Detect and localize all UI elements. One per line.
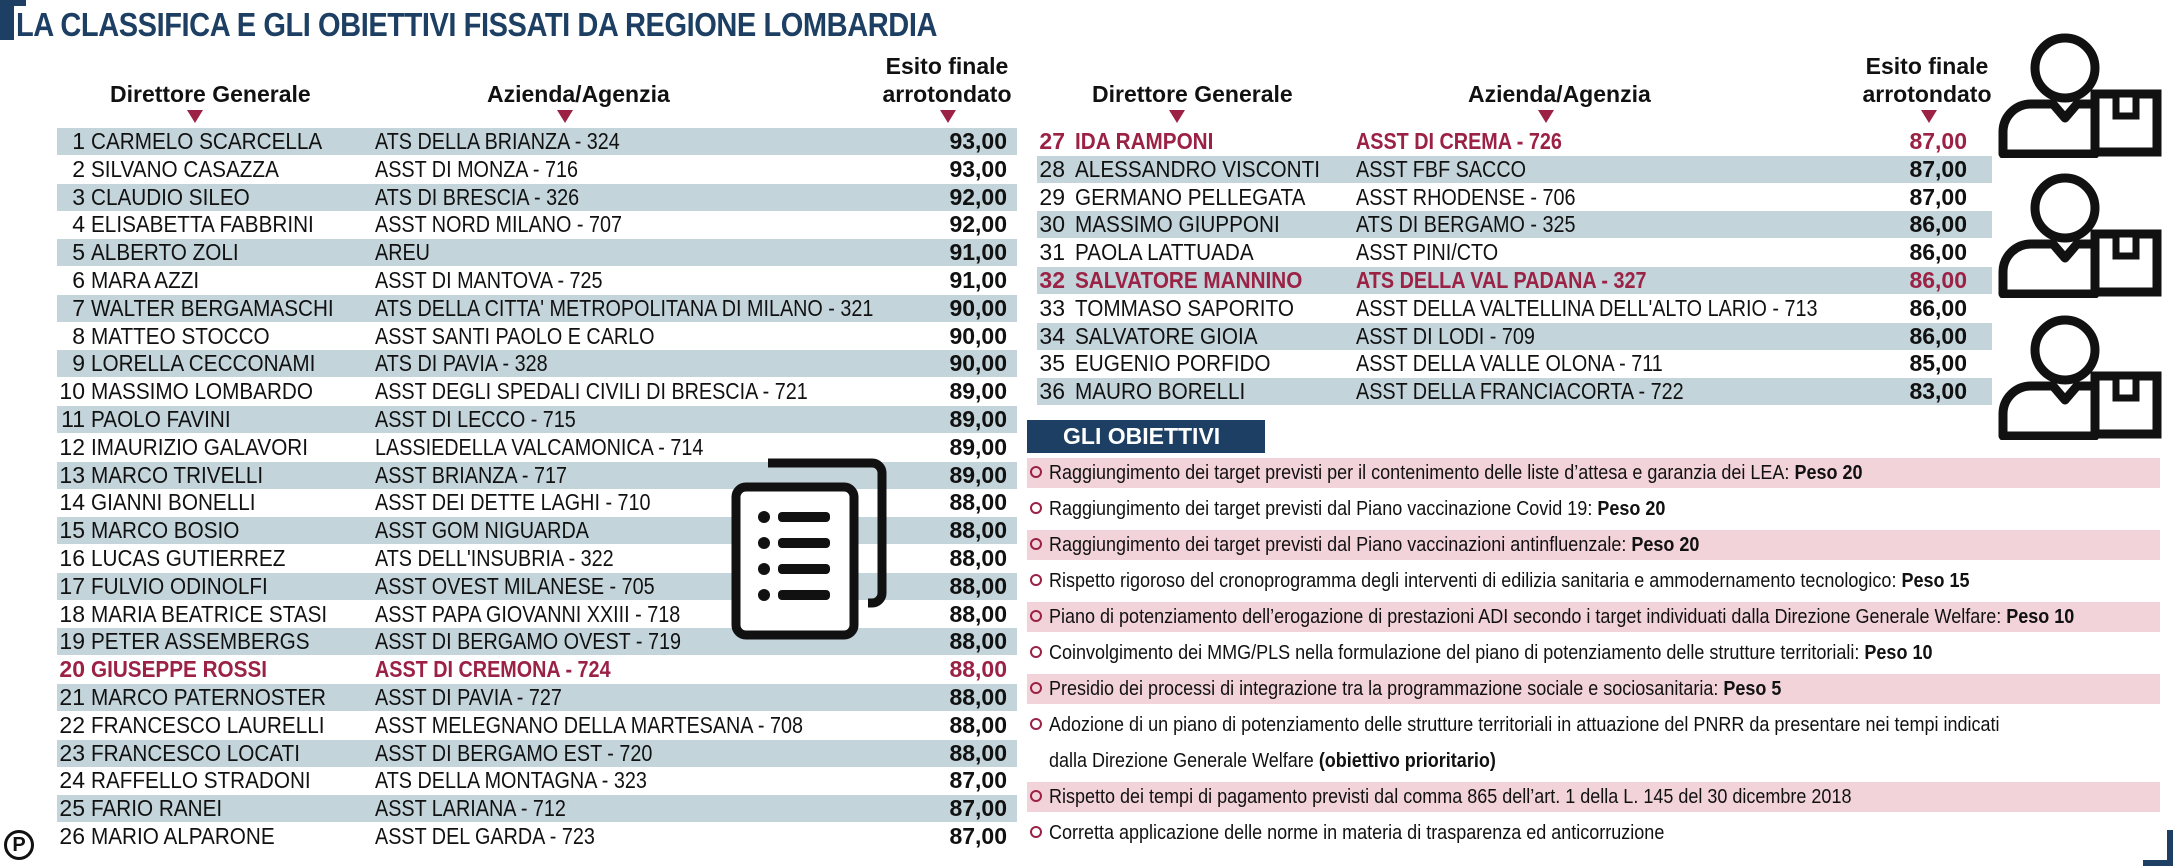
header-score bbox=[882, 52, 1012, 108]
table-row bbox=[1037, 184, 1992, 211]
bullet-circle-icon bbox=[1030, 646, 1042, 658]
score-value: 87,00 bbox=[1909, 183, 1967, 210]
table-row bbox=[1037, 295, 1992, 322]
director-name: CLAUDIO SILEO bbox=[91, 183, 250, 210]
objective-text bbox=[1049, 710, 2000, 776]
header-director: Direttore Generale bbox=[1092, 81, 1293, 107]
director-name: SALVATORE GIOIA bbox=[1075, 322, 1258, 349]
objective-item bbox=[1027, 710, 2160, 776]
table-row bbox=[57, 350, 1017, 377]
score-value: 86,00 bbox=[1909, 267, 1967, 293]
score-value: 87,00 bbox=[949, 767, 1007, 794]
agency-name: ASST RHODENSE - 706 bbox=[1356, 183, 1576, 210]
agency-name: ASST DEI DETTE LAGHI - 710 bbox=[375, 489, 651, 516]
director-name: IMAURIZIO GALAVORI bbox=[91, 433, 308, 460]
agency-name: ASST DEL GARDA - 723 bbox=[375, 823, 595, 849]
score-value: 93,00 bbox=[949, 128, 1007, 154]
table-row bbox=[57, 239, 1017, 266]
director-name: WALTER BERGAMASCHI bbox=[91, 294, 334, 321]
table-row bbox=[1037, 128, 1992, 155]
objectives-heading: GLI OBIETTIVI bbox=[1027, 420, 1265, 453]
director-name: PETER ASSEMBERGS bbox=[91, 628, 310, 655]
director-name: LORELLA CECCONAMI bbox=[91, 350, 316, 377]
score-value: 87,00 bbox=[1909, 155, 1967, 182]
score-value: 88,00 bbox=[949, 656, 1007, 683]
director-name: FULVIO ODINOLFI bbox=[91, 572, 268, 599]
table-row bbox=[57, 406, 1017, 433]
score-value: 86,00 bbox=[1909, 322, 1967, 349]
objective-weight: (obiettivo prioritario) bbox=[1318, 750, 1496, 772]
rank-number: 15 bbox=[59, 517, 85, 544]
director-name: IDA RAMPONI bbox=[1075, 128, 1214, 154]
objective-text: Raggiungimento dei target previsti dal Piano vaccinazioni antinfluenzale: Peso 20 bbox=[1049, 534, 1700, 556]
table-row bbox=[1037, 378, 1992, 405]
agency-name: ATS DI PAVIA - 328 bbox=[375, 350, 548, 377]
agency-name: ASST LARIANA - 712 bbox=[375, 795, 566, 822]
director-name: CARMELO SCARCELLA bbox=[91, 128, 323, 154]
score-value: 88,00 bbox=[949, 572, 1007, 599]
rank-number: 18 bbox=[59, 600, 85, 627]
score-value: 90,00 bbox=[949, 350, 1007, 377]
objective-item bbox=[1027, 638, 2160, 668]
bullet-circle-icon bbox=[1030, 502, 1042, 514]
rank-number: 36 bbox=[1039, 378, 1065, 405]
document-list-icon bbox=[730, 455, 888, 640]
objective-weight: Peso 20 bbox=[1597, 498, 1666, 520]
agency-name: ASST DELLA VALTELLINA DELL'ALTO LARIO - 713 bbox=[1356, 294, 1818, 321]
rank-number: 8 bbox=[72, 322, 85, 349]
rank-number: 34 bbox=[1039, 322, 1065, 349]
score-value: 83,00 bbox=[1909, 378, 1967, 405]
director-name: GERMANO PELLEGATA bbox=[1075, 183, 1306, 210]
objective-text: Coinvolgimento dei MMG/PLS nella formulazione del piano di potenziamento delle strutture territoriali: Peso 10 bbox=[1049, 642, 1933, 664]
director-name: RAFFELLO STRADONI bbox=[91, 767, 311, 794]
agency-name: LASSIEDELLA VALCAMONICA - 714 bbox=[375, 433, 704, 460]
corner-accent bbox=[0, 0, 14, 40]
table-row bbox=[57, 211, 1017, 238]
rank-number: 33 bbox=[1039, 294, 1065, 321]
bullet-circle-icon bbox=[1030, 682, 1042, 694]
score-value: 88,00 bbox=[949, 545, 1007, 571]
table-row bbox=[1037, 350, 1992, 377]
objective-text: Corretta applicazione delle norme in materia di trasparenza ed anticorruzione bbox=[1049, 822, 1665, 844]
director-name: SALVATORE MANNINO bbox=[1075, 267, 1303, 293]
bullet-circle-icon bbox=[1030, 574, 1042, 586]
score-value: 90,00 bbox=[949, 322, 1007, 349]
score-value: 88,00 bbox=[949, 628, 1007, 655]
agency-name: ASST DELLA VALLE OLONA - 711 bbox=[1356, 350, 1663, 377]
agency-name: ASST DI BERGAMO OVEST - 719 bbox=[375, 628, 681, 655]
score-value: 91,00 bbox=[949, 239, 1007, 266]
score-value: 88,00 bbox=[949, 739, 1007, 766]
person-with-box-icon bbox=[1995, 170, 2170, 298]
rank-number: 29 bbox=[1039, 183, 1065, 210]
table-row bbox=[1037, 323, 1992, 350]
agency-name: ASST DI CREMONA - 724 bbox=[375, 656, 611, 683]
objective-item bbox=[1027, 530, 2160, 560]
score-value: 88,00 bbox=[949, 684, 1007, 710]
score-value: 86,00 bbox=[1909, 239, 1967, 266]
rank-number: 22 bbox=[59, 711, 85, 738]
agency-name: ASST SANTI PAOLO E CARLO bbox=[375, 322, 655, 349]
agency-name: ATS DI BERGAMO - 325 bbox=[1356, 211, 1576, 238]
score-value: 87,00 bbox=[949, 795, 1007, 822]
director-name: LUCAS GUTIERREZ bbox=[91, 545, 286, 571]
rank-number: 2 bbox=[72, 155, 85, 182]
agency-name: ASST GOM NIGUARDA bbox=[375, 517, 589, 544]
table-row bbox=[1037, 156, 1992, 183]
agency-name: ASST DI CREMA - 726 bbox=[1356, 128, 1562, 154]
sort-arrow-icon bbox=[187, 110, 203, 123]
objective-item bbox=[1027, 458, 2160, 488]
table-row bbox=[1037, 267, 1992, 294]
rank-number: 17 bbox=[59, 572, 85, 599]
director-name: MARA AZZI bbox=[91, 267, 200, 293]
rank-number: 30 bbox=[1039, 211, 1065, 238]
bullet-circle-icon bbox=[1030, 790, 1042, 802]
score-value: 88,00 bbox=[949, 517, 1007, 544]
agency-name: ASST DI PAVIA - 727 bbox=[375, 684, 562, 710]
agency-name: ATS DELLA CITTA' METROPOLITANA DI MILANO - 321 bbox=[375, 294, 874, 321]
score-value: 88,00 bbox=[949, 489, 1007, 516]
agency-name: ASST NORD MILANO - 707 bbox=[375, 211, 622, 238]
objective-text: Raggiungimento dei target previsti dal Piano vaccinazione Covid 19: Peso 20 bbox=[1049, 498, 1666, 520]
bullet-circle-icon bbox=[1030, 718, 1042, 730]
score-value: 89,00 bbox=[949, 406, 1007, 432]
table-row bbox=[57, 823, 1017, 850]
corner-accent bbox=[2167, 830, 2173, 866]
agency-name: ATS DELL'INSUBRIA - 322 bbox=[375, 545, 614, 571]
score-value: 93,00 bbox=[949, 155, 1007, 182]
sort-arrow-icon bbox=[1921, 110, 1937, 123]
rank-number: 27 bbox=[1039, 128, 1065, 154]
rank-number: 13 bbox=[59, 461, 85, 488]
director-name: MARIA BEATRICE STASI bbox=[91, 600, 328, 627]
score-value: 86,00 bbox=[1909, 211, 1967, 238]
agency-name: ATS DELLA MONTAGNA - 323 bbox=[375, 767, 647, 794]
rank-number: 7 bbox=[72, 294, 85, 321]
table-row bbox=[57, 684, 1017, 711]
rank-number: 32 bbox=[1039, 267, 1065, 293]
table-row bbox=[57, 295, 1017, 322]
objective-weight: Peso 5 bbox=[1723, 678, 1782, 700]
objective-item bbox=[1027, 566, 2160, 596]
objective-weight: Peso 20 bbox=[1794, 462, 1863, 484]
rank-number: 25 bbox=[59, 795, 85, 822]
header-score-line1: Esito finale bbox=[1865, 53, 1989, 79]
objective-item bbox=[1027, 494, 2160, 524]
agency-name: ASST DI LODI - 709 bbox=[1356, 322, 1535, 349]
agency-name: ASST DI MONZA - 716 bbox=[375, 155, 578, 182]
objective-item bbox=[1027, 674, 2160, 704]
rank-number: 31 bbox=[1039, 239, 1065, 266]
director-name: EUGENIO PORFIDO bbox=[1075, 350, 1271, 377]
sort-arrow-icon bbox=[1538, 110, 1554, 123]
rank-number: 24 bbox=[59, 767, 85, 794]
score-value: 89,00 bbox=[949, 461, 1007, 488]
director-name: SILVANO CASAZZA bbox=[91, 155, 279, 182]
table-row bbox=[57, 656, 1017, 683]
score-value: 88,00 bbox=[949, 600, 1007, 627]
rank-number: 19 bbox=[59, 628, 85, 655]
director-name: MARCO PATERNOSTER bbox=[91, 684, 326, 710]
agency-name: ASST PINI/CTO bbox=[1356, 239, 1499, 266]
score-value: 87,00 bbox=[949, 823, 1007, 849]
objective-text: Raggiungimento dei target previsti per il contenimento delle liste d’attesa e garanzia dei LEA: Peso 20 bbox=[1049, 462, 1863, 484]
agency-name: ATS DELLA BRIANZA - 324 bbox=[375, 128, 620, 154]
rank-number: 14 bbox=[59, 489, 85, 516]
score-value: 92,00 bbox=[949, 211, 1007, 238]
director-name: GIANNI BONELLI bbox=[91, 489, 256, 516]
rank-number: 20 bbox=[59, 656, 85, 683]
agency-name: ATS DI BRESCIA - 326 bbox=[375, 183, 580, 210]
agency-name: ASST DELLA FRANCIACORTA - 722 bbox=[1356, 378, 1684, 405]
rank-number: 23 bbox=[59, 739, 85, 766]
page-title: LA CLASSIFICA E GLI OBIETTIVI FISSATI DA REGIONE LOMBARDIA bbox=[16, 6, 937, 43]
agency-name: AREU bbox=[375, 239, 430, 266]
objective-text: Piano di potenziamento dell’erogazione di prestazioni ADI secondo i target individuati dalla Direzione Generale Welfare: Peso 10 bbox=[1049, 606, 2075, 628]
header-score-line2: arrotondato bbox=[882, 81, 1012, 107]
score-value: 92,00 bbox=[949, 183, 1007, 210]
table-row bbox=[57, 323, 1017, 350]
agency-name: ATS DELLA VAL PADANA - 327 bbox=[1356, 267, 1647, 293]
director-name: PAOLA LATTUADA bbox=[1075, 239, 1254, 266]
bullet-circle-icon bbox=[1030, 466, 1042, 478]
director-name: FRANCESCO LOCATI bbox=[91, 739, 300, 766]
agency-name: ASST DEGLI SPEDALI CIVILI DI BRESCIA - 721 bbox=[375, 378, 808, 405]
rank-number: 10 bbox=[59, 378, 85, 405]
objective-text-line: dalla Direzione Generale Welfare (obiettivo prioritario) bbox=[1049, 750, 1496, 772]
director-name: TOMMASO SAPORITO bbox=[1075, 294, 1294, 321]
table-row bbox=[57, 712, 1017, 739]
director-name: ALBERTO ZOLI bbox=[91, 239, 239, 266]
score-value: 90,00 bbox=[949, 294, 1007, 321]
rank-number: 12 bbox=[59, 433, 85, 460]
bullet-circle-icon bbox=[1030, 826, 1042, 838]
score-value: 87,00 bbox=[1909, 128, 1967, 154]
score-value: 91,00 bbox=[949, 267, 1007, 293]
sort-arrow-icon bbox=[557, 110, 573, 123]
sort-arrow-icon bbox=[940, 110, 956, 123]
table-row bbox=[57, 184, 1017, 211]
objective-text-line: Adozione di un piano di potenziamento delle strutture territoriali in attuazione del PNRR da presentare nei tempi indicati bbox=[1049, 714, 2000, 736]
agency-name: ASST PAPA GIOVANNI XXIII - 718 bbox=[375, 600, 681, 627]
objective-weight: Peso 10 bbox=[2006, 606, 2075, 628]
director-name: FARIO RANEI bbox=[91, 795, 223, 822]
table-row bbox=[57, 795, 1017, 822]
objective-item bbox=[1027, 782, 2160, 812]
agency-name: ASST OVEST MILANESE - 705 bbox=[375, 572, 655, 599]
agency-name: ASST DI LECCO - 715 bbox=[375, 406, 576, 432]
table-row bbox=[57, 156, 1017, 183]
director-name: MARIO ALPARONE bbox=[91, 823, 275, 849]
director-name: MARCO BOSIO bbox=[91, 517, 240, 544]
bullet-circle-icon bbox=[1030, 538, 1042, 550]
director-name: MAURO BORELLI bbox=[1075, 378, 1246, 405]
rank-number: 35 bbox=[1039, 350, 1065, 377]
director-name: MASSIMO LOMBARDO bbox=[91, 378, 313, 405]
rank-number: 3 bbox=[72, 183, 85, 210]
table-row bbox=[57, 267, 1017, 294]
table-row bbox=[1037, 211, 1992, 238]
objective-weight: Peso 15 bbox=[1901, 570, 1970, 592]
person-with-box-icon bbox=[1995, 312, 2170, 440]
objective-text: Presidio dei processi di integrazione tra la programmazione sociale e sociosanitaria: Peso 5 bbox=[1049, 678, 1782, 700]
header-score bbox=[1862, 52, 1992, 108]
score-value: 89,00 bbox=[949, 433, 1007, 460]
rank-number: 1 bbox=[72, 128, 85, 154]
director-name: ALESSANDRO VISCONTI bbox=[1075, 155, 1321, 182]
header-agency: Azienda/Agenzia bbox=[487, 81, 670, 107]
agency-name: ASST MELEGNANO DELLA MARTESANA - 708 bbox=[375, 711, 803, 738]
director-name: PAOLO FAVINI bbox=[91, 406, 231, 432]
rank-number: 28 bbox=[1039, 155, 1065, 182]
rank-number: 4 bbox=[72, 211, 85, 238]
sort-arrow-icon bbox=[1169, 110, 1185, 123]
rank-number: 9 bbox=[72, 350, 85, 377]
agency-name: ASST BRIANZA - 717 bbox=[375, 461, 568, 488]
bullet-circle-icon bbox=[1030, 610, 1042, 622]
score-value: 89,00 bbox=[949, 378, 1007, 405]
director-name: MARCO TRIVELLI bbox=[91, 461, 264, 488]
objective-text: Rispetto dei tempi di pagamento previsti dal comma 865 dell’art. 1 della L. 145 del 30 dicembre 2018 bbox=[1049, 786, 1852, 808]
director-name: FRANCESCO LAURELLI bbox=[91, 711, 325, 738]
person-with-box-icon bbox=[1995, 30, 2170, 158]
objective-weight: Peso 20 bbox=[1631, 534, 1700, 556]
table-row bbox=[57, 378, 1017, 405]
objective-text: Rispetto rigoroso del cronoprogramma degli interventi di edilizia sanitaria e ammodernamento tecnologico: Peso 15 bbox=[1049, 570, 1970, 592]
score-value: 85,00 bbox=[1909, 350, 1967, 377]
agency-name: ASST DI MANTOVA - 725 bbox=[375, 267, 603, 293]
rank-number: 5 bbox=[72, 239, 85, 266]
header-agency: Azienda/Agenzia bbox=[1468, 81, 1651, 107]
header-score-line1: Esito finale bbox=[885, 53, 1009, 79]
director-name: MASSIMO GIUPPONI bbox=[1075, 211, 1280, 238]
rank-number: 16 bbox=[59, 545, 85, 571]
table-row bbox=[57, 767, 1017, 794]
table-row bbox=[57, 128, 1017, 155]
score-value: 86,00 bbox=[1909, 294, 1967, 321]
rank-number: 6 bbox=[72, 267, 85, 293]
rank-number: 21 bbox=[59, 684, 85, 710]
objective-weight: Peso 10 bbox=[1864, 642, 1933, 664]
header-director: Direttore Generale bbox=[110, 81, 311, 107]
director-name: ELISABETTA FABBRINI bbox=[91, 211, 314, 238]
header-score-line2: arrotondato bbox=[1862, 81, 1992, 107]
score-value: 88,00 bbox=[949, 711, 1007, 738]
rank-number: 11 bbox=[61, 406, 85, 432]
objective-item bbox=[1027, 602, 2160, 632]
director-name: MATTEO STOCCO bbox=[91, 322, 270, 349]
table-row bbox=[1037, 239, 1992, 266]
rank-number: 26 bbox=[59, 823, 85, 849]
agency-name: ASST DI BERGAMO EST - 720 bbox=[375, 739, 653, 766]
director-name: GIUSEPPE ROSSI bbox=[91, 656, 268, 683]
objective-item bbox=[1027, 818, 2160, 848]
publisher-logo: P bbox=[4, 830, 34, 860]
table-row bbox=[57, 740, 1017, 767]
agency-name: ASST FBF SACCO bbox=[1356, 155, 1526, 182]
